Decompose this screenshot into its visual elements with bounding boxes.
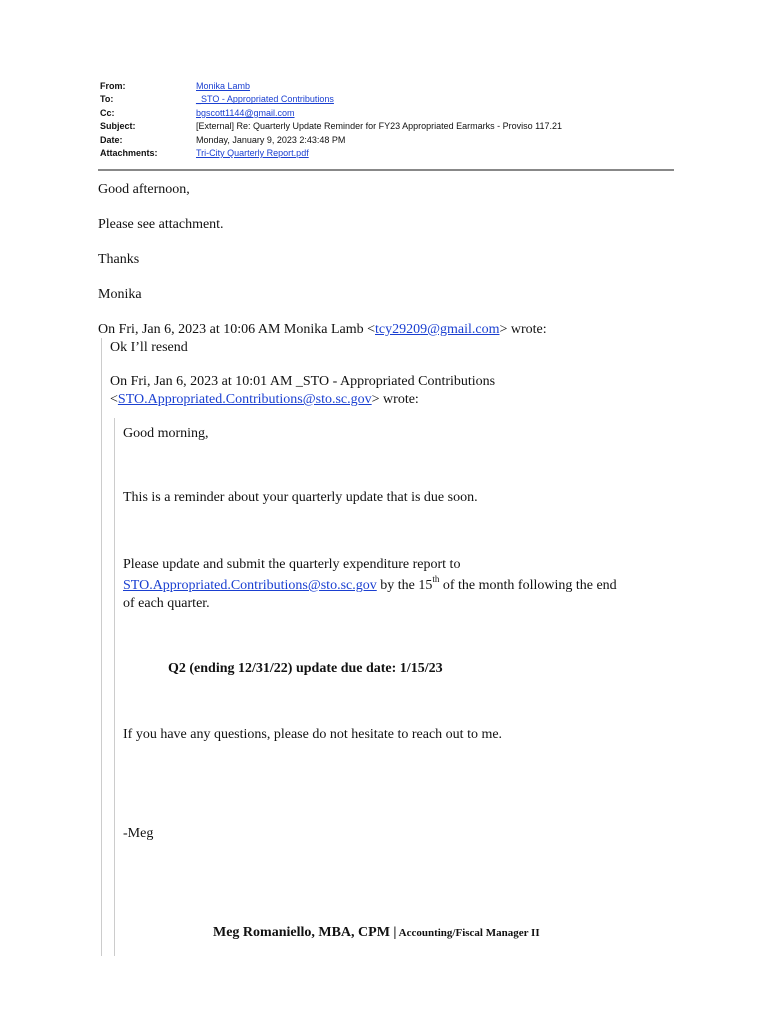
signature-name: Meg Romaniello, MBA, CPM | [213,925,397,940]
update-email-link[interactable]: STO.Appropriated.Contributions@sto.sc.gov [123,578,377,593]
update-line2 [123,574,617,594]
reply2-attribution-line1: On Fri, Jan 6, 2023 at 10:01 AM _STO - Appropriated Contributions [110,374,496,389]
quote-bar-level1 [101,338,102,956]
greeting: Good afternoon, [98,182,190,197]
reply1-email-link[interactable]: tcy29209@gmail.com [375,322,500,337]
header-row-cc [100,107,674,120]
update-line1: Please update and submit the quarterly expenditure report to [123,557,461,572]
signature-title: Accounting/Fiscal Manager II [396,927,540,939]
attachment-link[interactable]: Tri-City Quarterly Report.pdf [196,147,309,158]
thanks: Thanks [98,252,140,267]
from-label: From: [100,81,126,91]
quote-bar-level2 [114,418,115,956]
reply2-attribution-line2 [110,391,419,408]
to-label: To: [100,94,114,105]
reply1-text: Ok I’ll resend [110,340,188,355]
cc-label: Cc: [100,107,115,118]
update-line3: of each quarter. [123,596,210,611]
subject-label: Subject: [100,121,136,132]
body-line: Please see attachment. [98,217,224,232]
email-header [100,80,674,160]
update-by: by the 15 [376,578,433,593]
header-row-from [100,80,674,93]
attachments-label: Attachments: [100,147,158,158]
header-divider [98,169,674,171]
subject-value: [External] Re: Quarterly Update Reminder for FY23 Appropriated Earmarks - Proviso 117.21 [196,121,562,132]
reply2-attr-suffix: > wrote: [371,392,419,407]
reply1-attr-prefix: On Fri, Jan 6, 2023 at 10:06 AM Monika Lamb < [98,322,375,337]
reply2-attr-lt: < [110,392,118,407]
header-row-date [100,134,674,147]
meg-sign: -Meg [123,826,154,841]
reply1-attr-suffix: > wrote: [499,322,547,337]
reply2-greeting: Good morning, [123,426,209,441]
signature [213,924,540,942]
due-date-text: Q2 (ending 12/31/22) update due date: 1/15/23 [168,661,443,676]
from-link[interactable]: Monika Lamb [196,81,251,91]
to-link[interactable]: _STO - Appropriated Contributions [196,94,334,105]
questions-text: If you have any questions, please do not hesitate to reach out to me. [123,727,503,742]
signoff: Monika [98,287,142,302]
date-value: Monday, January 9, 2023 2:43:48 PM [196,134,346,145]
header-row-attachments [100,147,674,160]
reminder-text: This is a reminder about your quarterly update that is due soon. [123,490,478,505]
cc-link[interactable]: bgscott1144@gmail.com [196,107,295,118]
header-row-to [100,93,674,106]
update-sup: th [432,574,440,585]
date-label: Date: [100,134,123,145]
reply2-email-link[interactable]: STO.Appropriated.Contributions@sto.sc.gov [117,392,372,407]
update-rest: of the month following the end [439,578,617,593]
header-row-subject [100,120,674,133]
reply1-attribution [98,321,547,338]
